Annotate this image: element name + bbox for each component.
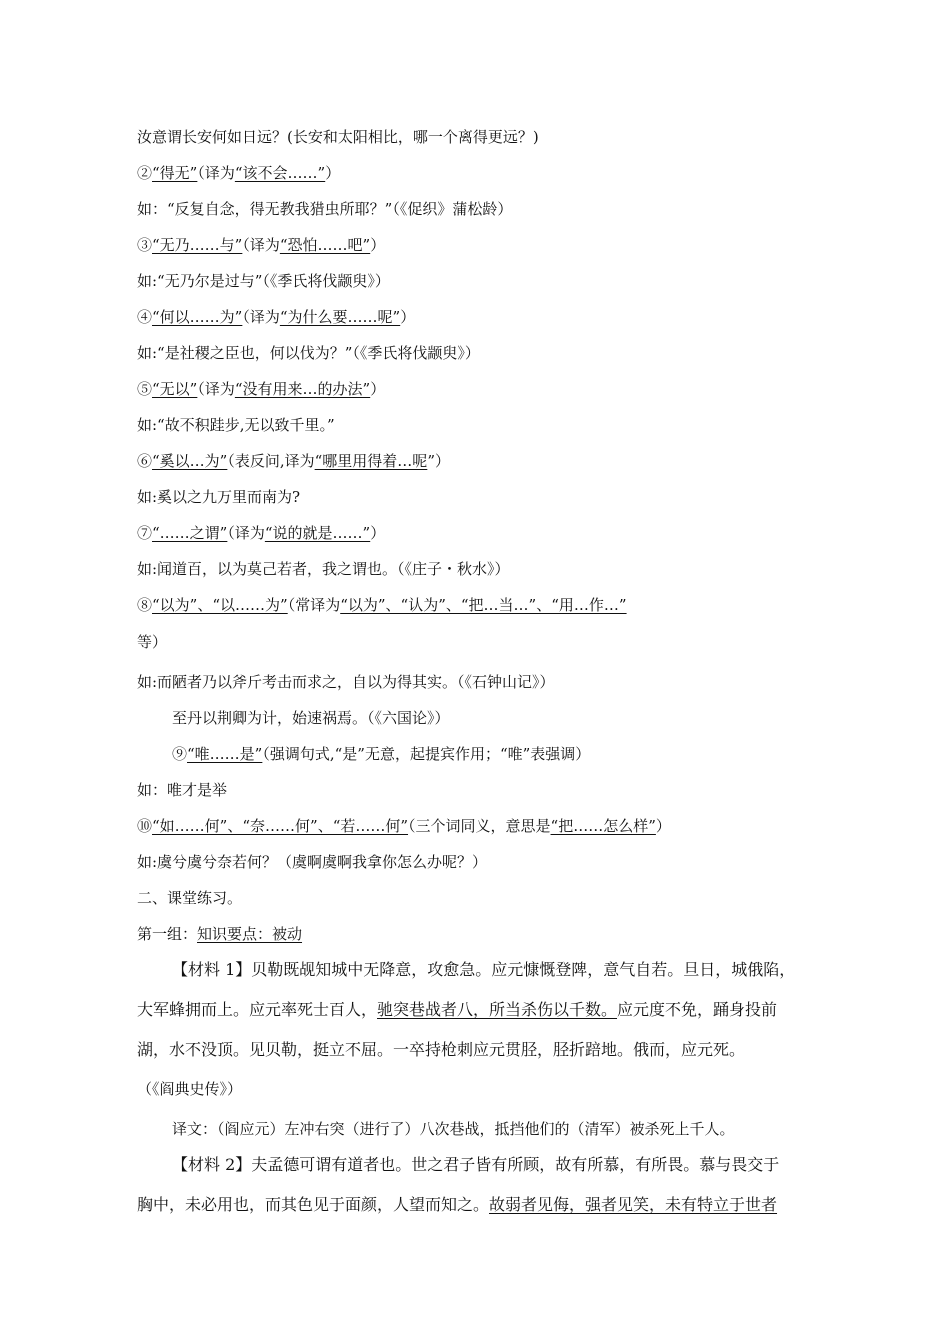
example-text-line: 如:奚以之九万里而南为?: [137, 488, 301, 506]
pattern-item-zhiwei: ⑦“……之谓”（译为“说的就是……”）: [137, 524, 386, 542]
pattern-item-heyi: ④“何以……为”（译为“为什么要……呢”）: [137, 308, 416, 326]
material-2-line: 【材料 2】夫孟德可谓有道者也。世之君子皆有所顾，故有所慕，有所畏。慕与畏交于: [172, 1155, 780, 1174]
example-text-line: 如:而陋者乃以斧斤考击而求之，自以为得其实。（《石钟山记》）: [137, 673, 555, 691]
material-1-line: 湖，水不没顶。见贝勒，挺立不屈。一卒持枪刺应元贯胫，胫折踣地。俄而，应元死。: [137, 1040, 746, 1059]
example-text-line: 如:“故不积跬步,无以致千里。”: [137, 416, 335, 434]
material-1-line: 【材料 1】贝勒既觇知城中无降意，攻愈急。应元慷慨登陴，意气自若。旦日，城俄陷，: [172, 960, 796, 979]
example-text-line: 如：唯才是举: [137, 781, 228, 799]
translation-line: 译文：（阎应元）左冲右突（进行了）八次巷战，抵挡他们的（清军）被杀死上千人。: [172, 1120, 735, 1138]
example-text-line: 如:虞兮虞兮奈若何？（虞啊虞啊我拿你怎么办呢？）: [137, 853, 488, 871]
pattern-item-weishi: ⑨“唯……是”（强调句式,“是”无意，起提宾作用；“唯”表强调）: [172, 745, 591, 763]
example-text-line: 如:“是社稷之臣也，何以伐为？”（《季氏将伐颛臾》）: [137, 344, 480, 362]
material-2-line: 胸中，未必用也，而其色见于面颜，人望而知之。故弱者见侮，强者见笑，未有特立于世者: [137, 1195, 778, 1214]
group-heading: 第一组：知识要点：被动: [137, 925, 303, 943]
example-text-line: 至丹以荆卿为计，始速祸焉。（《六国论》）: [172, 709, 450, 727]
example-text-line: 如:闻道百，以为莫己若者，我之谓也。（《庄子・秋水》）: [137, 560, 510, 578]
example-text-line: 汝意谓长安何如日远？(长安和太阳相比，哪一个离得更远？): [137, 128, 539, 146]
pattern-item-yiwei: ⑧“以为”、“以……为”（常译为“以为”、“认为”、“把…当…”、“用…作…”: [137, 596, 627, 614]
pattern-item-wunai: ③“无乃……与”（译为“恐怕……吧”）: [137, 236, 386, 254]
material-1-line: 大军蜂拥而上。应元率死士百人，驰突巷战者八，所当杀伤以千数。应元度不免，踊身投前: [137, 1000, 778, 1019]
pattern-item-wuyi: ⑤“无以”（译为“没有用来…的办法”）: [137, 380, 386, 398]
continuation-text-line: 等）: [137, 633, 168, 651]
pattern-item-dewu: ②“得无”（译为“该不会……”）: [137, 164, 341, 182]
material-source: （《阎典史传》）: [137, 1080, 243, 1098]
example-text-line: 如：“反复自念，得无教我猎虫所耶？”（《促织》蒲松龄）: [137, 200, 513, 218]
section-heading: 二、课堂练习。: [137, 889, 243, 907]
pattern-item-ruhe: ⑩“如……何”、“奈……何”、“若……何”（三个词同义，意思是“把……怎么样”）: [137, 817, 671, 835]
pattern-item-xiyi: ⑥“奚以…为”（表反问,译为“哪里用得着…呢”）: [137, 452, 450, 470]
example-text-line: 如:“无乃尔是过与”（《季氏将伐颛臾》）: [137, 272, 390, 290]
